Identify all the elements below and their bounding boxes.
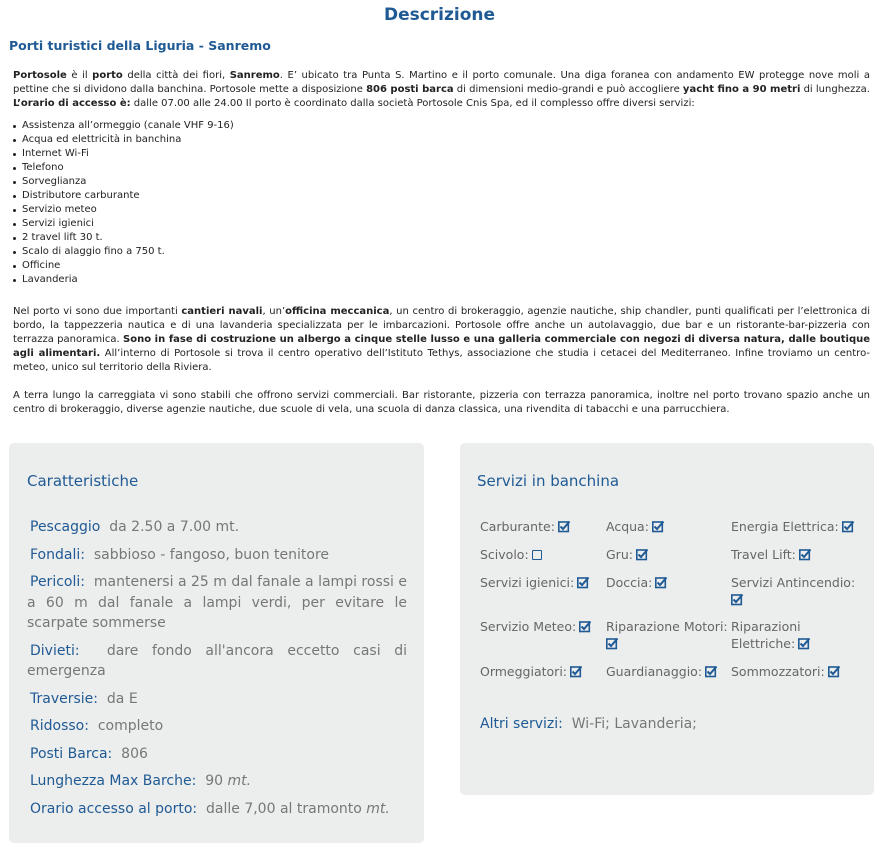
char-value: da E — [106, 690, 138, 707]
char-item — [27, 716, 407, 737]
char-label: Fondali: — [30, 546, 85, 563]
char-item — [27, 572, 407, 634]
char-label: Ridosso: — [30, 718, 89, 734]
servizio-label: Riparazione Motori: — [606, 619, 728, 634]
list-item: 2 travel lift 30 t. — [22, 231, 234, 245]
servizio-label: Doccia: — [606, 575, 653, 590]
servizio-item — [731, 546, 866, 563]
intro-text: porto — [92, 70, 123, 81]
checkbox-checked-icon — [799, 549, 810, 560]
servizio-label: Servizio Meteo: — [480, 619, 577, 634]
checkbox-checked-icon — [655, 577, 666, 588]
servizio-label: Gru: — [606, 547, 633, 562]
checkbox-checked-icon — [798, 638, 809, 649]
servizi-title: Servizi in banchina — [477, 472, 620, 490]
char-unit: mt. — [366, 800, 390, 817]
char-item — [27, 689, 407, 710]
intro-text: 806 posti barca — [366, 84, 454, 95]
altri-servizi-value: Wi-Fi; Lavanderia; — [571, 716, 697, 732]
char-value: completo — [97, 718, 164, 734]
char-value: dalle 7,00 al tramonto — [206, 800, 362, 817]
servizio-label: Riparazioni Elettriche: — [731, 619, 801, 651]
servizi-panel — [460, 443, 874, 795]
servizio-item — [606, 518, 726, 535]
checkbox-checked-icon — [636, 549, 647, 560]
servizio-label: Ormeggiatori: — [480, 664, 567, 679]
list-item: Scalo di alaggio fino a 750 t. — [22, 245, 234, 259]
para-text: Sono in fase di costruzione un albergo a cinque stelle lusso e una galleria commerciale con negozi di diversa natura, dalle boutique agli alimentari. — [13, 334, 871, 359]
servizio-label: Energia Elettrica: — [731, 519, 839, 534]
char-value: 806 — [121, 745, 148, 762]
list-item: Officine — [22, 259, 234, 273]
servizi-row — [480, 618, 870, 663]
char-item — [27, 517, 407, 538]
char-value: sabbioso - fangoso, buon tenitore — [93, 546, 330, 563]
intro-text: della città dei fiori, — [122, 70, 230, 81]
list-item: Servizi igienici — [22, 217, 234, 231]
intro-text: Portosole — [13, 70, 67, 81]
checkbox-checked-icon — [558, 521, 569, 532]
altri-servizi-label: Altri servizi: — [480, 716, 563, 732]
servizio-item — [480, 546, 600, 563]
caratteristiche-title: Caratteristiche — [27, 472, 139, 490]
caratteristiche-list — [27, 517, 407, 826]
char-item — [27, 771, 407, 792]
servizio-item — [731, 574, 856, 608]
para-text: cantieri navali — [181, 306, 263, 317]
intro-text: Sanremo — [229, 70, 280, 81]
servizio-label: Carburante: — [480, 519, 555, 534]
checkbox-checked-icon — [577, 577, 588, 588]
para-text: Nel porto vi sono due importanti — [13, 306, 182, 317]
servizio-item — [606, 618, 728, 652]
servizio-item — [606, 663, 728, 680]
servizio-label: Guardianaggio: — [606, 664, 703, 679]
servizi-grid — [480, 518, 870, 691]
intro-text: L’orario di accesso è: — [13, 98, 131, 109]
list-item: Sorveglianza — [22, 175, 234, 189]
char-unit: mt. — [227, 773, 252, 789]
servizio-item — [480, 574, 600, 591]
checkbox-checked-icon — [731, 594, 742, 605]
shore-paragraph: A terra lungo la carreggiata vi sono stabili che offrono servizi commerciali. Bar ristorante, pizzeria con terrazza panoramica, inoltre nel porto trovano spazio anche un centro di brokeraggio, diverse agenzie nautiche, due scuole di vela, una scuola di danza classica, una rivendita di tabacchi e una parrucchiera. — [13, 390, 870, 415]
checkbox-checked-icon — [570, 666, 581, 677]
char-label: Pericoli: — [30, 574, 85, 590]
checkbox-checked-icon — [579, 621, 590, 632]
intro-text: dalle 07.00 alle 24.00 Il porto è coordinato dalla società Portosole Cnis Spa, ed il complesso offre diversi servizi: — [130, 98, 695, 109]
para-text: officina meccanica — [285, 306, 390, 317]
list-item: Distributore carburante — [22, 189, 234, 203]
char-item — [27, 545, 407, 566]
checkbox-checked-icon — [606, 638, 617, 649]
char-value: dare fondo all'ancora eccetto casi di emergenza — [27, 642, 407, 679]
checkbox-checked-icon — [828, 666, 839, 677]
list-item: Assistenza all’ormeggio (canale VHF 9-16) — [22, 120, 234, 131]
intro-text: di lunghezza. — [800, 84, 870, 95]
checkbox-checked-icon — [705, 666, 716, 677]
servizio-item — [606, 574, 726, 591]
servizio-label: Servizi Antincendio: — [731, 575, 856, 590]
char-value: 90 — [205, 773, 224, 789]
caratteristiche-panel — [9, 443, 424, 843]
char-label: Lunghezza Max Barche: — [30, 773, 197, 789]
servizio-label: Servizi igienici: — [480, 575, 575, 590]
para-text: , un centro di brokeraggio, agenzie nautiche, ship chandler, punti qualificati per l’elettronica di bordo, la tappezzeria nautica e di una lavanderia specializzata per le imbarcazioni. Portosole offre anche un autolavaggio, due bar e un ristorante-bar-pizzeria con terrazza panoramica. — [13, 306, 870, 345]
intro-text: . E’ ubicato tra Punta S. Martino e il porto comunale. Una diga foranea con andamento EW protegge nove moli a pettine che si dividono dalla banchina. Portosole mette a disposizione — [13, 70, 870, 95]
servizi-row — [480, 518, 870, 546]
char-label: Orario accesso al porto: — [30, 800, 198, 817]
char-value: da 2.50 a 7.00 mt. — [109, 519, 240, 535]
list-item: Telefono — [22, 161, 234, 175]
list-item: Servizio meteo — [22, 203, 234, 217]
char-label: Divieti: — [30, 642, 80, 659]
servizio-label: Scivolo: — [480, 547, 529, 562]
servizi-row — [480, 663, 870, 691]
list-item: Lavanderia — [22, 273, 234, 287]
servizio-item — [480, 663, 600, 680]
servizio-label: Acqua: — [606, 519, 649, 534]
servizio-item — [731, 518, 866, 535]
servizio-item — [731, 618, 831, 652]
servizio-label: Sommozzatori: — [731, 664, 825, 679]
char-label: Pescaggio — [30, 519, 101, 535]
servizio-item — [480, 518, 600, 535]
altri-servizi — [480, 716, 697, 732]
checkbox-checked-icon — [842, 521, 853, 532]
char-label: Posti Barca: — [30, 745, 113, 762]
servizi-row — [480, 574, 870, 618]
char-item — [27, 641, 407, 682]
yards-paragraph — [13, 305, 870, 375]
intro-text: di dimensioni medio-grandi e può accogliere — [453, 84, 683, 95]
char-item — [27, 799, 407, 820]
intro-text: è il — [66, 70, 93, 81]
para-text: All’interno di Portosole si trova il centro operativo dell’Istituto Tethys, associazione che studia i cetacei del Mediterraneo. Infine troviamo un centro-meteo, unico sul territorio della Riviera. — [13, 348, 870, 373]
page-title: Descrizione — [383, 5, 496, 25]
char-label: Traversie: — [30, 690, 98, 707]
intro-paragraph — [13, 69, 870, 111]
list-item: Acqua ed elettricità in banchina — [22, 133, 234, 147]
char-item — [27, 744, 407, 765]
checkbox-unchecked-icon — [532, 550, 542, 560]
intro-text: yacht fino a 90 metri — [682, 84, 801, 95]
servizi-row — [480, 546, 870, 574]
list-item: Internet Wi-Fi — [22, 147, 234, 161]
char-value: mantenersi a 25 m dal fanale a lampi rossi e a 60 m dal fanale a lampi verdi, per evitare le scarpate sommerse — [27, 574, 407, 631]
servizio-item — [606, 546, 726, 563]
checkbox-checked-icon — [652, 521, 663, 532]
services-list — [22, 119, 234, 287]
para-text: , un’ — [262, 306, 286, 317]
page-subtitle: Porti turistici della Liguria - Sanremo — [9, 38, 271, 53]
servizio-item — [480, 618, 600, 635]
servizio-item — [731, 663, 866, 680]
servizio-label: Travel Lift: — [731, 547, 796, 562]
